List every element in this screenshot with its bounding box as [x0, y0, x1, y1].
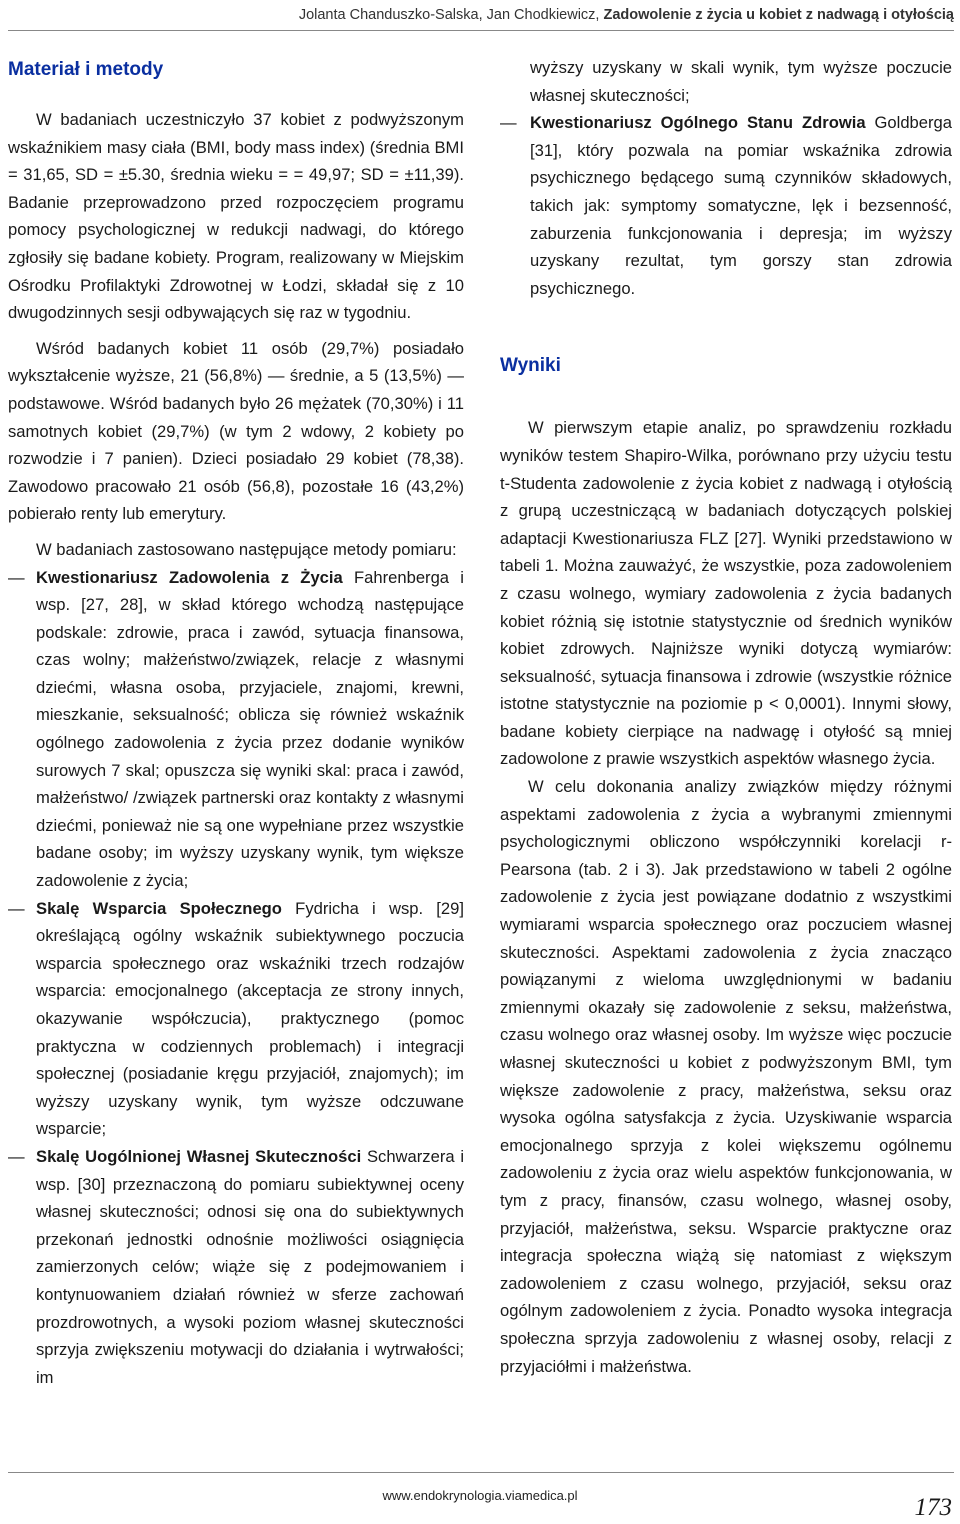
- footer-rule: [8, 1472, 954, 1473]
- header-rule: [8, 30, 954, 31]
- methods-list: [8, 564, 464, 1392]
- list-item-name: Kwestionariusz Ogólnego Stanu Zdrowia: [530, 113, 866, 133]
- page-number: 173: [914, 1494, 952, 1521]
- list-item-name: Kwestionariusz Zadowolenia z Życia: [36, 567, 343, 587]
- list-item-flz: [8, 564, 464, 895]
- section-heading-results: Wyniki: [500, 355, 561, 377]
- running-head: [299, 0, 954, 30]
- results-paragraph-2: W celu dokonania analizy związków między różnymi aspektami zadowolenia z życia a wybranymi zmiennymi psychologicznymi obliczono współczynniki korelacji r-Pearsona (tab. 2 i 3). Jak przedstawiono w tabeli 2 ogólne zadowolenie z życia jest powiązane dodatnio z wszystkimi wymiarami wsparcia społecznego oraz poczuciem własnej skuteczności. Aspektami zadowolenia z życia znacząco powiązanymi z wieloma uwzględnionymi w badaniu zmiennymi okazały się zadowolenie z seksu, małżeństwa, czasu wolnego oraz własnej osoby. Im wyższe więc poczucie własnej skuteczności u kobiet z podwyższonym BMI, tym większe zadowolenie z pracy, małżeństwa, seksu oraz wysoka ogólna satysfakcja z życia. Uzyskiwanie wsparcia emocjonalnego sprzyja z kolei większemu ogólnemu zadowoleniu z życia oraz wielu aspektów funkcjonowania, w tym z pracy, finansów, czasu wolnego, własnej osoby, przyjaciół, małżeństwa, seksu. Wsparcie praktyczne oraz integracja społeczna wiążą się natomiast z większym zadowoleniem z czasu wolnego, przyjaciół, seksu oraz ogólnym zadowoleniem z życia. Ponadto wysoka integracja społeczna sprzyja zadowoleniu z własnej osoby, relacji z przyjaciółmi i małżeństwa.: [500, 777, 952, 1376]
- section-heading-methods: Materiał i metody: [8, 59, 164, 80]
- list-item-text: Goldberga [31], który pozwala na pomiar wskaźnika zdrowia psychicznego będącego sumą czynników składowych, takich jak: symptomy somatyczne, lęk i bezsenność, zaburzenia funkcjonowania i depresja; im wyższy uzyskany rezultat, tym gorszy stan zdrowia psychicznego.: [530, 113, 952, 298]
- list-item-name: Skalę Uogólnionej Własnej Skuteczności: [36, 1146, 362, 1166]
- methods-list-continued: [500, 109, 952, 302]
- list-item-self-efficacy: [8, 1143, 464, 1391]
- list-item-text: Schwarzera i wsp. [30] przeznaczoną do pomiaru subiektywnej oceny własnej skuteczności; odnosi się ona do subiektywnych przekonań jednostki odnośnie możliwości osiągnięcia zamierzonych celów; wiąże się z podejmowaniem i kontynuowaniem działań również w sferze zachowań prozdrowotnych, a wysoki poziom własnej skuteczności sprzyja zwiększeniu motywacji do działania i wytrwałości; im: [36, 1146, 464, 1387]
- running-head-authors: Jolanta Chanduszko-Salska, Jan Chodkiewicz,: [298, 7, 600, 23]
- list-item-ghq: [500, 109, 952, 302]
- methods-paragraph-1: W badaniach uczestniczyło 37 kobiet z podwyższonym wskaźnikiem masy ciała (BMI, body mass index) (średnia BMI = 31,65, SD = ±5.30, średnia wieku = = 49,97; SD = ±11,39). Badanie przeprowadzono przed rozpoczęciem programu pomocy psychologicznej w redukcji nadwagi, do którego zgłosiły się badane kobiety. Program, realizowany w Miejskim Ośrodku Profilaktyki Zdrowotnej w Łodzi, składał się z 10 dwugodzinnych sesji odbywających się raz w tygodniu.: [8, 110, 464, 323]
- left-column: [8, 54, 464, 1391]
- list-item-text: Fydricha i wsp. [29] określającą ogólny wskaźnik subiektywnego poczucia wsparcia społecznego oraz wskaźniki trzech rodzajów wsparcia: emocjonalnego (akceptacja ze strony innych, okazywanie współczucia), praktycznego (pomoc praktyczna w codziennych problemach) i integracji społecznej (posiadanie kręgu przyjaciół, znajomych); im wyższy uzyskany wynik, tym wyższe odczuwane wsparcie;: [36, 898, 464, 1139]
- self-efficacy-continuation: wyższy uzyskany w skali wynik, tym wyższe poczucie własnej skuteczności;: [530, 58, 952, 105]
- list-item-name: Skalę Wsparcia Społecznego: [36, 898, 282, 918]
- footer-url[interactable]: www.endokrynologia.viamedica.pl: [382, 1488, 578, 1503]
- right-column: [500, 54, 952, 1380]
- methods-paragraph-3: W badaniach zastosowano następujące metody pomiaru:: [36, 539, 457, 559]
- running-head-title: Zadowolenie z życia u kobiet z nadwagą i otyłością: [603, 7, 954, 23]
- list-item-text: Fahrenberga i wsp. [27, 28], w skład którego wchodzą następujące podskale: zdrowie, praca i zawód, sytuacja finansowa, czas wolny; małżeństwo/związek, relacje z własnymi dziećmi, własna osoba, przyjaciele, znajomi, krewni, mieszkanie, seksualność; oblicza się również wskaźnik ogólnego zadowolenia z życia przez dodanie wyników surowych 7 skal; opuszcza się wyniki skal: praca i zawód, małżeństwo/ /związek partnerski oraz kontakty z własnymi dziećmi, ponieważ nie są one wypełniane przez wszystkie badane osoby; im wyższy uzyskany wynik, tym większe zadowolenie z życia;: [36, 567, 464, 891]
- results-paragraph-1: W pierwszym etapie analiz, po sprawdzeniu rozkładu wyników testem Shapiro-Wilka, porównano przy użyciu testu t-Studenta zadowolenie z życia kobiet z nadwagą i otyłością z grupą uczestniczącą w badaniach dotyczących polskiej adaptacji Kwestionariusza FLZ [27]. Wyniki przedstawiono w tabeli 1. Można zauważyć, że wszystkie, poza zadowoleniem z czasu wolnego, wymiary zadowolenia z życia badanych kobiet różnią się istotnie statystycznie od średnich wyników kobiet zdrowych. Najniższe wyniki dotyczą wymiarów: seksualność, sytuacja finansowa i zdrowie (wszystkie różnice istotne statystycznie na poziomie p < 0,0001). Innymi słowy, badane kobiety cierpiące na nadwagę i otyłość są mniej zadowolone z prawie wszystkich aspektów własnego życia.: [500, 418, 952, 769]
- list-item-social-support: [8, 895, 464, 1143]
- methods-paragraph-2: Wśród badanych kobiet 11 osób (29,7%) posiadało wykształcenie wyższe, 21 (56,8%) — średnie, a 5 (13,5%) — podstawowe. Wśród badanych było 26 mężatek (70,30%) i 11 samotnych kobiet (29,7%) (w tym 2 wdowy, 2 kobiety po rozwodzie i 7 panien). Dzieci posiadało 29 kobiet (78,38). Zawodowo pracowało 21 osób (56,8), pozostałe 16 (43,2%) pobierało renty lub emerytury.: [8, 338, 464, 524]
